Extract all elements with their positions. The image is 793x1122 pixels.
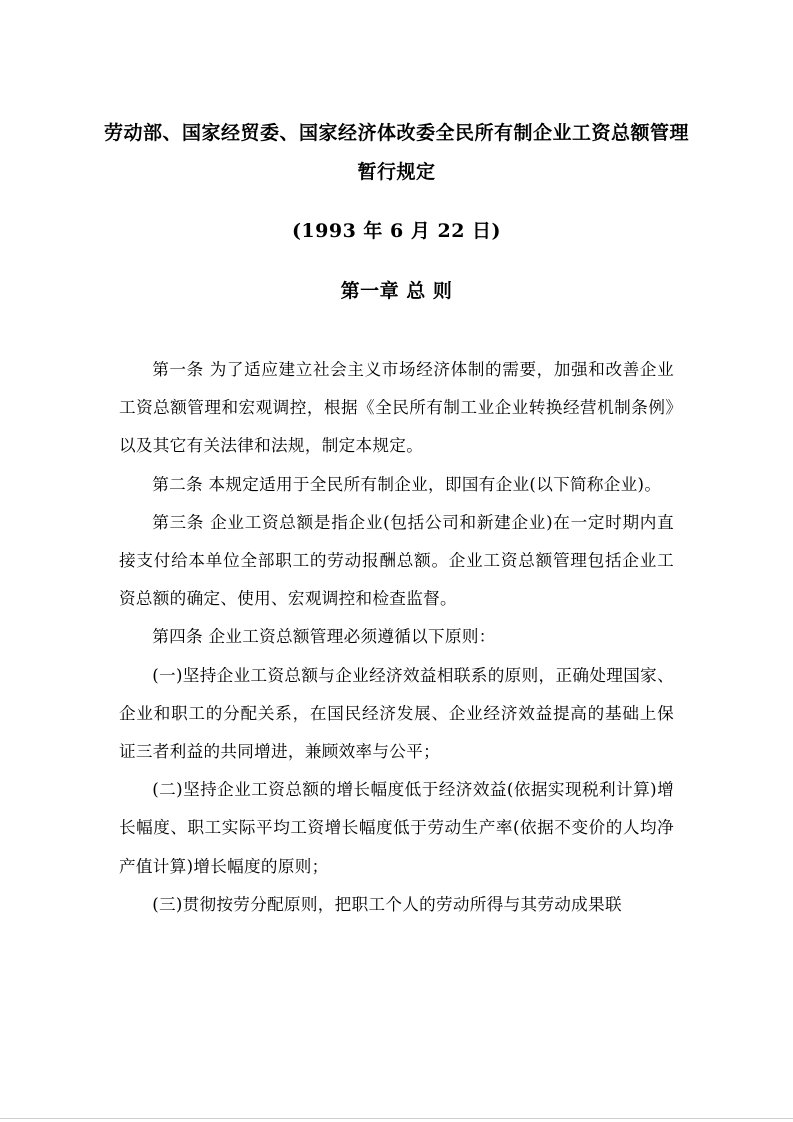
principle-1-paragraph: (一)坚持企业工资总额与企业经济效益相联系的原则，正确处理国家、企业和职工的分配关系，在国民经济发展、企业经济效益提高的基础上保证三者利益的共同增进，兼顾效率与公平； — [119, 665, 674, 762]
article-2-paragraph: 第二条 本规定适用于全民所有制企业，即国有企业(以下简称企业)。 — [152, 474, 662, 494]
article-1-paragraph: 第一条 为了适应建立社会主义市场经济体制的需要，加强和改善企业工资总额管理和宏观调控，根据《全民所有制工业企业转换经营机制条例》以及其它有关法律和法规，制定本规定。 — [119, 360, 674, 456]
article-4-paragraph: 第四条 企业工资总额管理必须遵循以下原则： — [152, 627, 496, 647]
chapter-heading: 第一章 总 则 — [340, 280, 453, 302]
document-title-line-1: 劳动部、国家经贸委、国家经济体改委全民所有制企业工资总额管理 — [103, 122, 689, 144]
document-date: (1993 年 6 月 22 日) — [291, 220, 502, 242]
principle-2-paragraph: (二)坚持企业工资总额的增长幅度低于经济效益(依据实现税利计算)增长幅度、职工实际平均工资增长幅度低于劳动生产率(依据不变价的人均净产值计算)增长幅度的原则； — [119, 780, 674, 876]
principle-3-paragraph: (三)贯彻按劳分配原则，把职工个人的劳动所得与其劳动成果联 — [152, 894, 622, 914]
article-3-paragraph: 第三条 企业工资总额是指企业(包括公司和新建企业)在一定时期内直接支付给本单位全部职工的劳动报酬总额。企业工资总额管理包括企业工资总额的确定、使用、宏观调控和检查监督。 — [119, 512, 674, 609]
page-bottom-divider — [0, 1118, 793, 1119]
document-title-line-2: 暂行规定 — [357, 161, 436, 183]
document-body — [119, 351, 674, 924]
